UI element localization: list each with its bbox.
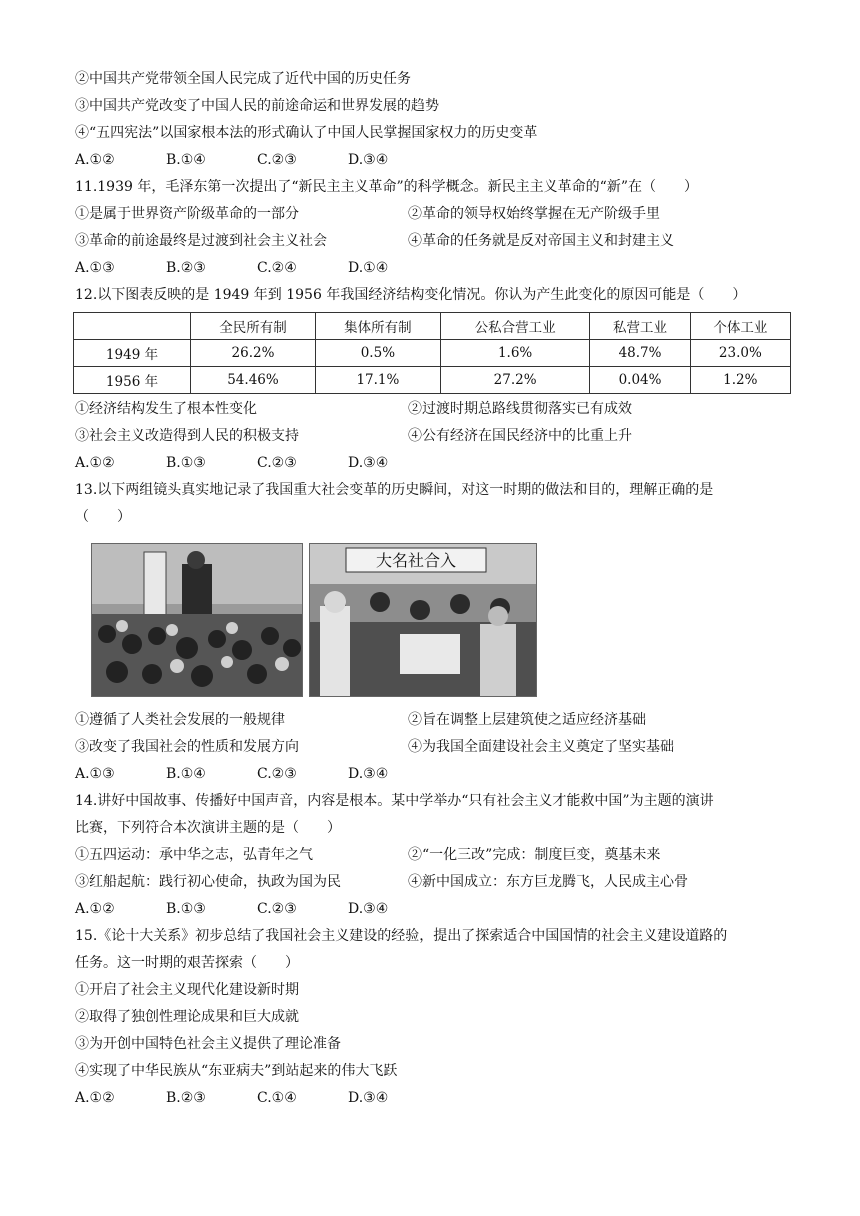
q14-option-a: A.①② — [75, 901, 115, 917]
q11-option-a: A.①③ — [75, 260, 115, 276]
table-cell: 26.2% — [191, 340, 316, 367]
q10-option-d: D.③④ — [348, 152, 389, 168]
q11-option-b: B.②③ — [166, 260, 206, 276]
q11-option-d: D.①④ — [348, 260, 389, 276]
q12-statement-1: ①经济结构发生了根本性变化 — [75, 401, 257, 417]
q11-statement-2: ②革命的领导权始终掌握在无产阶级手里 — [408, 206, 660, 222]
table-header-cell: 私营工业 — [590, 313, 690, 340]
q11-statement-3: ③革命的前途最终是过渡到社会主义社会 — [75, 233, 327, 249]
q12-stem: 12.以下图表反映的是 1949 年到 1956 年我国经济结构变化情况。你认为产生此变化的原因可能是（ ） — [75, 287, 747, 303]
q15-option-c: C.①④ — [257, 1090, 297, 1106]
q11-options — [75, 255, 795, 282]
q13-option-c: C.②③ — [257, 766, 297, 782]
q11-statements-row-2 — [75, 228, 795, 255]
q12-statement-4: ④公有经济在国民经济中的比重上升 — [408, 428, 632, 444]
q11-statements-row-1 — [75, 201, 795, 228]
historical-photo-cooperative — [309, 543, 537, 697]
q12-statement-2: ②过渡时期总路线贯彻落实已有成效 — [408, 401, 632, 417]
table-cell: 23.0% — [690, 340, 790, 367]
table-cell: 1.6% — [440, 340, 590, 367]
q12-statements-row-1 — [75, 396, 795, 423]
q11-statement-1: ①是属于世界资产阶级革命的一部分 — [75, 206, 299, 222]
q14-stem-cont: 比赛，下列符合本次演讲主题的是（ ） — [75, 820, 341, 836]
q14-statements-row-1 — [75, 842, 795, 869]
table-header-cell — [74, 313, 191, 340]
q15-stem: 15.《论十大关系》初步总结了我国社会主义建设的经验，提出了探索适合中国国情的社会主义建设道路的 — [75, 928, 728, 944]
table-cell: 1949 年 — [74, 340, 191, 367]
exam-page — [75, 66, 795, 1112]
q15-stem-cont: 任务。这一时期的艰苦探索（ ） — [75, 955, 299, 971]
q13-statement-2: ②旨在调整上层建筑使之适应经济基础 — [408, 712, 646, 728]
q13-statement-4: ④为我国全面建设社会主义奠定了坚实基础 — [408, 739, 674, 755]
q10-option-c: C.②③ — [257, 152, 297, 168]
table-header-cell: 集体所有制 — [315, 313, 440, 340]
q13-option-a: A.①③ — [75, 766, 115, 782]
q14-statement-3: ③红船起航：践行初心使命，执政为国为民 — [75, 874, 341, 890]
cooperative-sign: 大名社合入 — [375, 551, 457, 570]
table-row — [74, 367, 791, 394]
q14-stem: 14.讲好中国故事、传播好中国声音，内容是根本。某中学举办“只有社会主义才能救中国”为主题的演讲 — [75, 793, 714, 809]
q14-option-b: B.①③ — [166, 901, 206, 917]
q11-statement-4: ④革命的任务就是反对帝国主义和封建主义 — [408, 233, 674, 249]
table-cell: 1.2% — [690, 367, 790, 394]
q15-statement-3: ③为开创中国特色社会主义提供了理论准备 — [75, 1036, 341, 1052]
q13-option-d: D.③④ — [348, 766, 389, 782]
q13-stem-cont: （ ） — [75, 509, 131, 525]
table-header-cell: 公私合营工业 — [440, 313, 590, 340]
q12-option-c: C.②③ — [257, 455, 297, 471]
q14-statement-4: ④新中国成立：东方巨龙腾飞，人民成主心骨 — [408, 874, 688, 890]
q13-photos — [91, 543, 795, 695]
table-cell: 0.04% — [590, 367, 690, 394]
table-cell: 54.46% — [191, 367, 316, 394]
q12-option-a: A.①② — [75, 455, 115, 471]
q13-option-b: B.①④ — [166, 766, 206, 782]
q14-statements-row-2 — [75, 869, 795, 896]
q15-statement-1: ①开启了社会主义现代化建设新时期 — [75, 982, 299, 998]
q10-option-a: A.①② — [75, 152, 115, 168]
q14-statement-1: ①五四运动：承中华之志，弘青年之气 — [75, 847, 313, 863]
historical-photo-crowd — [91, 543, 303, 697]
q10-options — [75, 147, 795, 174]
q12-options — [75, 450, 795, 477]
q12-economy-table — [73, 312, 791, 394]
table-cell: 1956 年 — [74, 367, 191, 394]
q10-statement-4: ④“五四宪法”以国家根本法的形式确认了中国人民掌握国家权力的历史变革 — [75, 125, 538, 141]
table-cell: 17.1% — [315, 367, 440, 394]
q15-statement-4: ④实现了中华民族从“东亚病夫”到站起来的伟大飞跃 — [75, 1063, 398, 1079]
table-cell: 0.5% — [315, 340, 440, 367]
q13-options — [75, 761, 795, 788]
table-header-row — [74, 313, 791, 340]
q14-option-d: D.③④ — [348, 901, 389, 917]
q14-statement-2: ②“一化三改”完成：制度巨变，奠基未来 — [408, 847, 661, 863]
q15-statement-2: ②取得了独创性理论成果和巨大成就 — [75, 1009, 299, 1025]
q14-options — [75, 896, 795, 923]
q13-statements-row-1 — [75, 707, 795, 734]
q14-option-c: C.②③ — [257, 901, 297, 917]
q10-statement-2: ②中国共产党带领全国人民完成了近代中国的历史任务 — [75, 71, 411, 87]
q15-option-b: B.②③ — [166, 1090, 206, 1106]
q10-option-b: B.①④ — [166, 152, 206, 168]
q12-statement-3: ③社会主义改造得到人民的积极支持 — [75, 428, 299, 444]
q11-option-c: C.②④ — [257, 260, 297, 276]
q13-statements-row-2 — [75, 734, 795, 761]
q11-stem: 11.1939 年，毛泽东第一次提出了“新民主主义革命”的科学概念。新民主主义革命的“新”在（ ） — [75, 179, 698, 195]
table-cell: 27.2% — [440, 367, 590, 394]
q10-statement-3: ③中国共产党改变了中国人民的前途命运和世界发展的趋势 — [75, 98, 439, 114]
q15-option-a: A.①② — [75, 1090, 115, 1106]
q12-statements-row-2 — [75, 423, 795, 450]
q13-statement-3: ③改变了我国社会的性质和发展方向 — [75, 739, 299, 755]
q13-statement-1: ①遵循了人类社会发展的一般规律 — [75, 712, 285, 728]
q13-stem: 13.以下两组镜头真实地记录了我国重大社会变革的历史瞬间，对这一时期的做法和目的，理解正确的是 — [75, 482, 714, 498]
q15-option-d: D.③④ — [348, 1090, 389, 1106]
table-header-cell: 全民所有制 — [191, 313, 316, 340]
table-header-cell: 个体工业 — [690, 313, 790, 340]
q15-options — [75, 1085, 795, 1112]
q12-option-d: D.③④ — [348, 455, 389, 471]
table-row — [74, 340, 791, 367]
q12-option-b: B.①③ — [166, 455, 206, 471]
table-cell: 48.7% — [590, 340, 690, 367]
